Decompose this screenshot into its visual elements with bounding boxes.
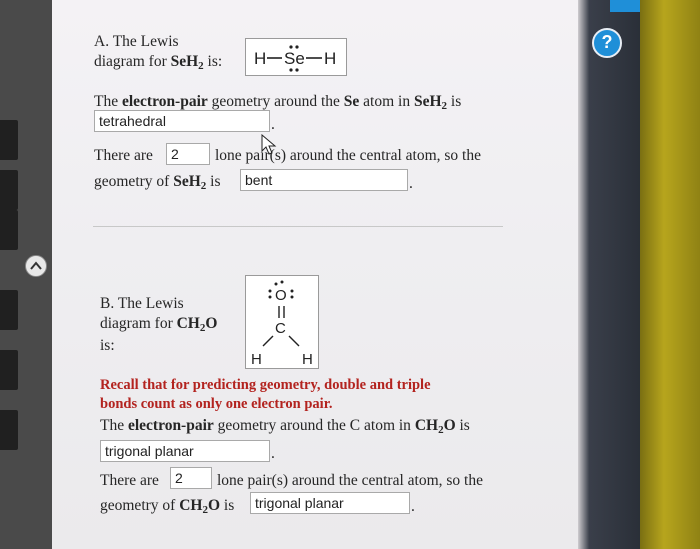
sidebar-tab[interactable] [0,170,18,210]
geometry-answer-select-b[interactable]: trigonal planar [250,492,410,514]
sidebar-tab[interactable] [0,210,18,250]
question-circle-icon[interactable]: ? [592,28,622,58]
part-a-lone-pair-suffix: lone pair(s) around the central atom, so the [215,147,481,164]
period: . [271,445,275,462]
epg-answer-select-a[interactable]: tetrahedral [94,110,270,132]
svg-text:H: H [251,351,262,368]
svg-text:Se: Se [284,49,305,68]
sidebar-tab[interactable] [0,410,18,450]
sidebar-tab[interactable] [0,350,18,390]
period: . [409,175,413,192]
sidebar-tab[interactable] [0,120,18,160]
lewis-diagram-seh2 [245,38,347,76]
sidebar-tab[interactable] [0,290,18,330]
part-a-intro-1: A. The Lewis [94,33,179,50]
section-divider [93,226,503,227]
part-a-lone-pair-prefix: There are [94,147,153,164]
part-b-lone-pair-prefix: There are [100,472,159,489]
epg-answer-select-b[interactable]: trigonal planar [100,440,270,462]
svg-text:C: C [275,320,286,337]
recall-note-line-2: bonds count as only one electron pair. [100,396,333,412]
svg-text:O: O [275,287,287,304]
part-a-epg-question: The electron-pair geometry around the Se atom in SeH$_2$ is [94,93,462,112]
part-b-intro-1: B. The Lewis [100,295,184,312]
part-b-is: is: [100,337,115,354]
part-b-lone-pair-suffix: lone pair(s) around the central atom, so the [217,472,483,489]
recall-note-line-1: Recall that for predicting geometry, double and triple [100,377,431,393]
geometry-answer-select-a[interactable]: bent [240,169,408,191]
part-b-intro-2: diagram for $CH_2O$ [100,315,218,334]
part-b-epg-question: The electron-pair geometry around the C atom in $CH_2O$ is [100,417,470,436]
right-rail [578,0,640,549]
period: . [411,498,415,515]
part-a-geometry-prefix: geometry of SeH$_2$ is [94,173,221,192]
chevron-up-icon[interactable] [25,255,47,277]
svg-text:H: H [302,351,313,368]
part-a-intro-2: diagram for SeH$_2$ is: [94,53,223,72]
top-strip [610,0,640,12]
lone-pair-input-a[interactable]: 2 [166,143,210,165]
lewis-diagram-ch2o [245,275,319,369]
left-edge [0,0,52,549]
part-b-geometry-prefix: geometry of $CH_2O$ is [100,497,235,516]
svg-text:H: H [324,49,337,68]
background-curtain [640,0,700,549]
lone-pair-input-b[interactable]: 2 [170,467,212,489]
svg-text:H: H [254,49,267,68]
period: . [271,116,275,133]
